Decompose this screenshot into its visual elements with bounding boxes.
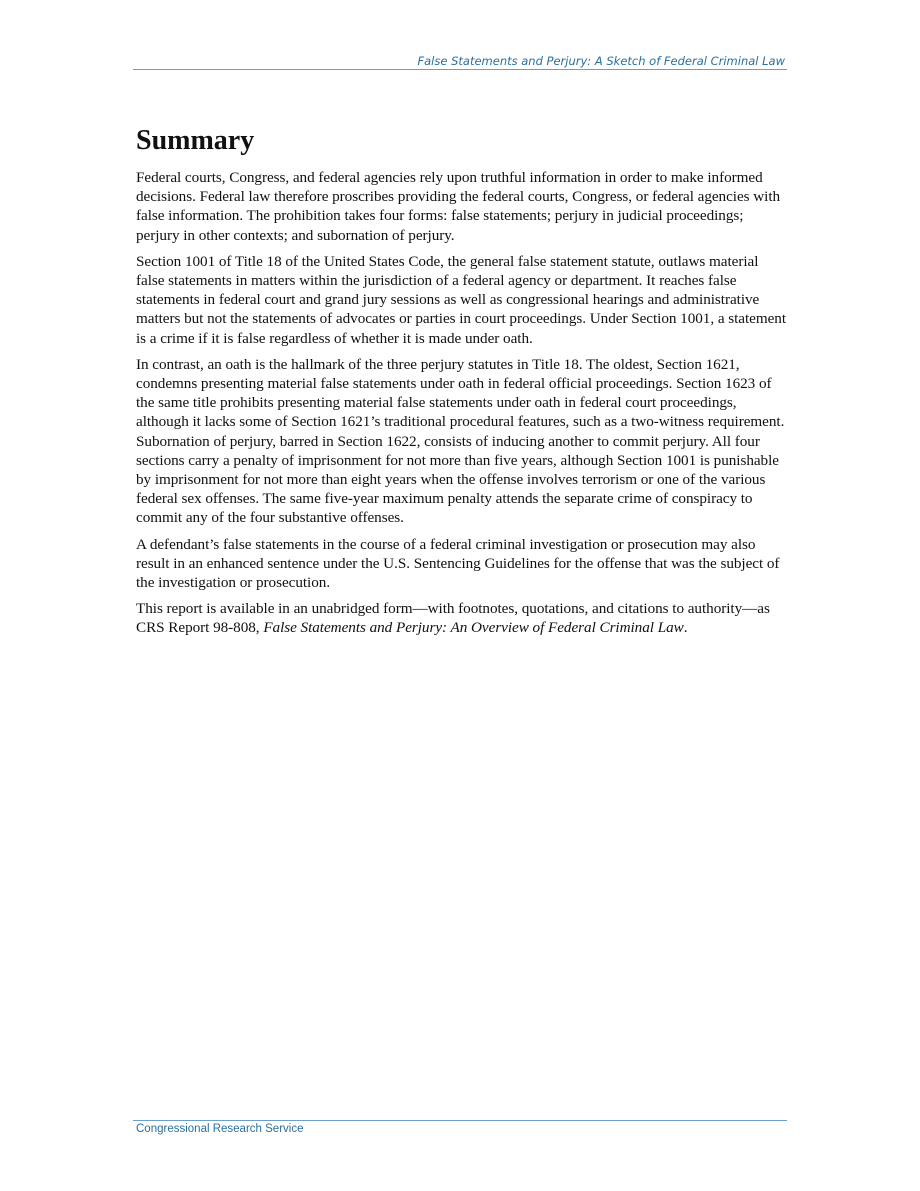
- header-divider: [133, 69, 787, 70]
- summary-paragraph-2: Section 1001 of Title 18 of the United States Code, the general false statement statute, outlaws material false statements in matters within the jurisdiction of a federal agency or department. It reaches false statements in federal court and grand jury sessions as well as congressional hearings and administrative matters but not the statements of advocates or parties in court proceedings. Under Section 1001, a statement is a crime if it is false regardless of whether it is made under oath.: [136, 252, 787, 347]
- cited-report-title: False Statements and Perjury: An Overview of Federal Criminal Law: [263, 619, 684, 637]
- publisher-footer: Congressional Research Service: [136, 1123, 304, 1135]
- closing-period: .: [683, 619, 688, 637]
- document-body: [136, 122, 788, 645]
- summary-paragraph-1: Federal courts, Congress, and federal agencies rely upon truthful information in order to make informed decisions. Federal law therefore proscribes providing the federal courts, Congress, or federal agencies with false information. The prohibition takes four forms: false statements; perjury in judicial proceedings; perjury in other contexts; and subornation of perjury.: [136, 169, 781, 244]
- running-header: False Statements and Perjury: A Sketch of Federal Criminal Law: [417, 54, 785, 68]
- summary-paragraph-4: A defendant’s false statements in the course of a federal criminal investigation or prosecution may also result in an enhanced sentence under the U.S. Sentencing Guidelines for the offense that was the subject of the investigation or prosecution.: [136, 535, 780, 592]
- summary-paragraph-3: In contrast, an oath is the hallmark of the three perjury statutes in Title 18. The oldest, Section 1621, condemns presenting material false statements under oath in federal official proceedings. Section 1623 of the same title prohibits presenting material false statements under oath in federal court proceedings, although it lacks some of Section 1621’s traditional procedural features, such as a two-witness requirement. Subornation of perjury, barred in Section 1622, consists of inducing another to commit perjury. All four sections carry a penalty of imprisonment for not more than five years, although Section 1001 is punishable by imprisonment for not more than eight years when the offense involves terrorism or one of the various federal sex offenses. The same five-year maximum penalty attends the separate crime of conspiracy to commit any of the four substantive offenses.: [136, 355, 785, 527]
- summary-paragraph-5: [136, 599, 788, 637]
- footer-divider: [133, 1120, 787, 1121]
- availability-text: This report is available in an unabridged form—with footnotes, quotations, and citations to authority—as CRS Report 98-808,: [136, 600, 770, 637]
- section-title: Summary: [136, 125, 255, 156]
